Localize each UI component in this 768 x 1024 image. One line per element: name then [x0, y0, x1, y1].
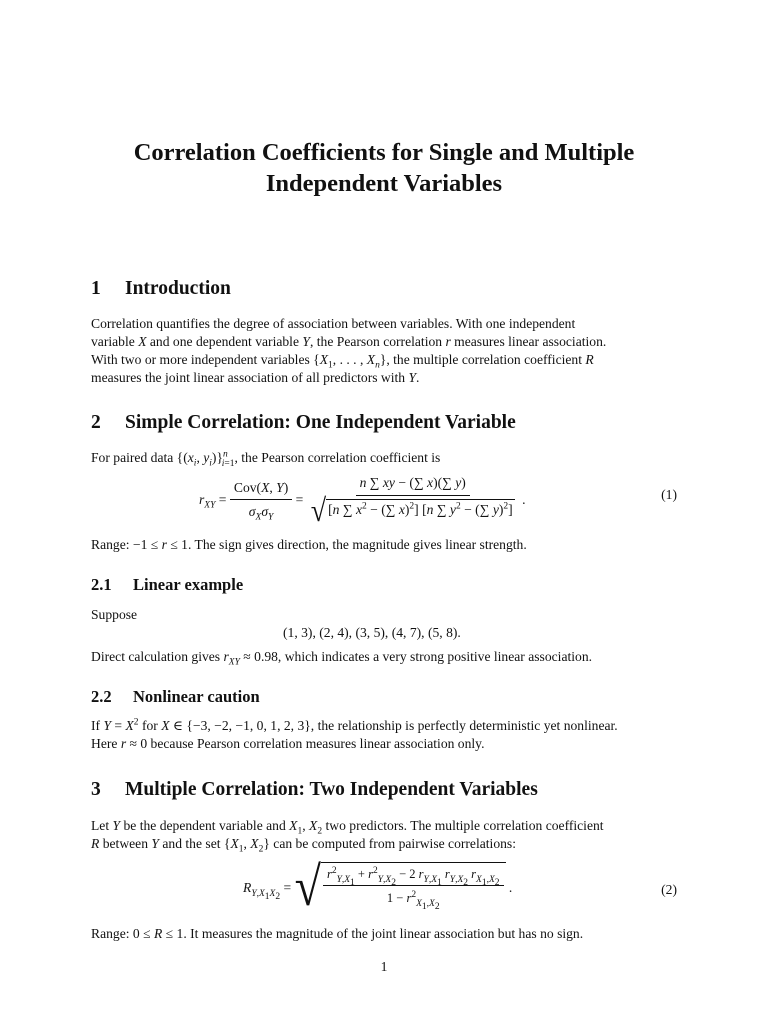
- s2-intro: For paired data {($x_i$, $y_i)\}^n_{i=1}$, the Pearson correlation coefficient is: [91, 449, 441, 469]
- subsection-2-2-number: 2.2: [91, 687, 112, 706]
- equation-2: $R_{Y,X_1X_2}$ = √ $\frac{r^2_{Y,X_1} + r^2_{Y,X_2} - 2 r_{Y,X_1} r_{Y,X_2} r_{X_1,X_2}}{1 - r^2_{X_1,X_2}}$ .: [243, 856, 513, 918]
- paper-title: Correlation Coefficients for Single and Multiple Independent Variables: [133, 139, 635, 197]
- s3-line-2: R between Y and the set {$X_1$, $X_2$} can be computed from pairwise correlations:: [91, 836, 516, 855]
- s22-line-2: Here r ≈ 0 because Pearson correlation measures linear association only.: [91, 736, 485, 751]
- s3-line-1: Let Y be the dependent variable and $X_1$, $X_2$ two predictors. The multiple correlation coefficient: [91, 818, 604, 837]
- s1-line-1: Correlation quantifies the degree of association between variables. With one independent: [91, 316, 576, 331]
- section-2-number: 2: [91, 412, 101, 433]
- section-2-title: Simple Correlation: One Independent Variable: [125, 412, 516, 433]
- section-1-heading: [91, 277, 231, 301]
- s1-line-3: With two or more independent variables {$X_1$, . . . , $X_n$}, the multiple correlation coefficient R: [91, 352, 594, 371]
- section-2-heading: [91, 411, 516, 435]
- page-number: 1: [380, 959, 388, 974]
- section-3-number: 3: [91, 779, 101, 800]
- s1-line-2: variable X and one dependent variable Y, the Pearson correlation r measures linear association.: [91, 334, 607, 349]
- equation-2-number: (2): [661, 882, 677, 897]
- s3-range: Range: 0 ≤ R ≤ 1. It measures the magnitude of the joint linear association but has no sign.: [91, 926, 584, 941]
- s22-line-1: If $Y = X^2$ for X ∈ {−3, −2, −1, 0, 1, 2, 3}, the relationship is perfectly deterministic yet nonlinear.: [91, 717, 618, 733]
- section-1-paragraph: [91, 315, 677, 387]
- section-1-title: Introduction: [125, 278, 231, 299]
- s1-line-4: measures the joint linear association of all predictors with Y.: [91, 370, 420, 385]
- eq1-fraction-sums: n ∑ xy − (∑ x)(∑ y) √ [n ∑ $x^2$ − (∑ x)$^2$] [n ∑ $y^2$ − (∑ y)$^2$]: [310, 475, 513, 530]
- s21-points: (1, 3), (2, 4), (3, 5), (4, 7), (5, 8).: [283, 625, 461, 640]
- equation-1-number: (1): [661, 487, 677, 502]
- subsection-2-2-heading: [91, 687, 260, 707]
- section-1-number: 1: [91, 278, 101, 299]
- section-3-title: Multiple Correlation: Two Independent Variables: [125, 779, 538, 800]
- s21-result: Direct calculation gives $r_{XY} \approx 0.98$, which indicates a very strong positive linear association.: [91, 649, 593, 668]
- equation-1: $r_{XY}$ = $\frac{\text{Cov(X, Y)}}{\sigma_X\sigma_Y}$ = n ∑ xy − (∑ x)(∑ y) √ [n ∑ $x^2$ − (∑ x)$^2$] [n ∑ $y^2$ − (∑ y)$^2$] .: [199, 475, 526, 530]
- s2-range: Range: −1 ≤ r ≤ 1. The sign gives direction, the magnitude gives linear strength.: [91, 537, 527, 552]
- eq1-fraction-cov: $\frac{\text{Cov(X, Y)}}{\sigma_X\sigma_Y}$: [230, 479, 292, 521]
- subsection-2-2-title: Nonlinear caution: [133, 687, 260, 706]
- subsection-2-1-number: 2.1: [91, 575, 112, 594]
- subsection-2-1-heading: [91, 575, 243, 595]
- s21-lead: Suppose: [91, 607, 138, 622]
- subsection-2-1-title: Linear example: [133, 575, 244, 594]
- section-3-heading: [91, 778, 538, 802]
